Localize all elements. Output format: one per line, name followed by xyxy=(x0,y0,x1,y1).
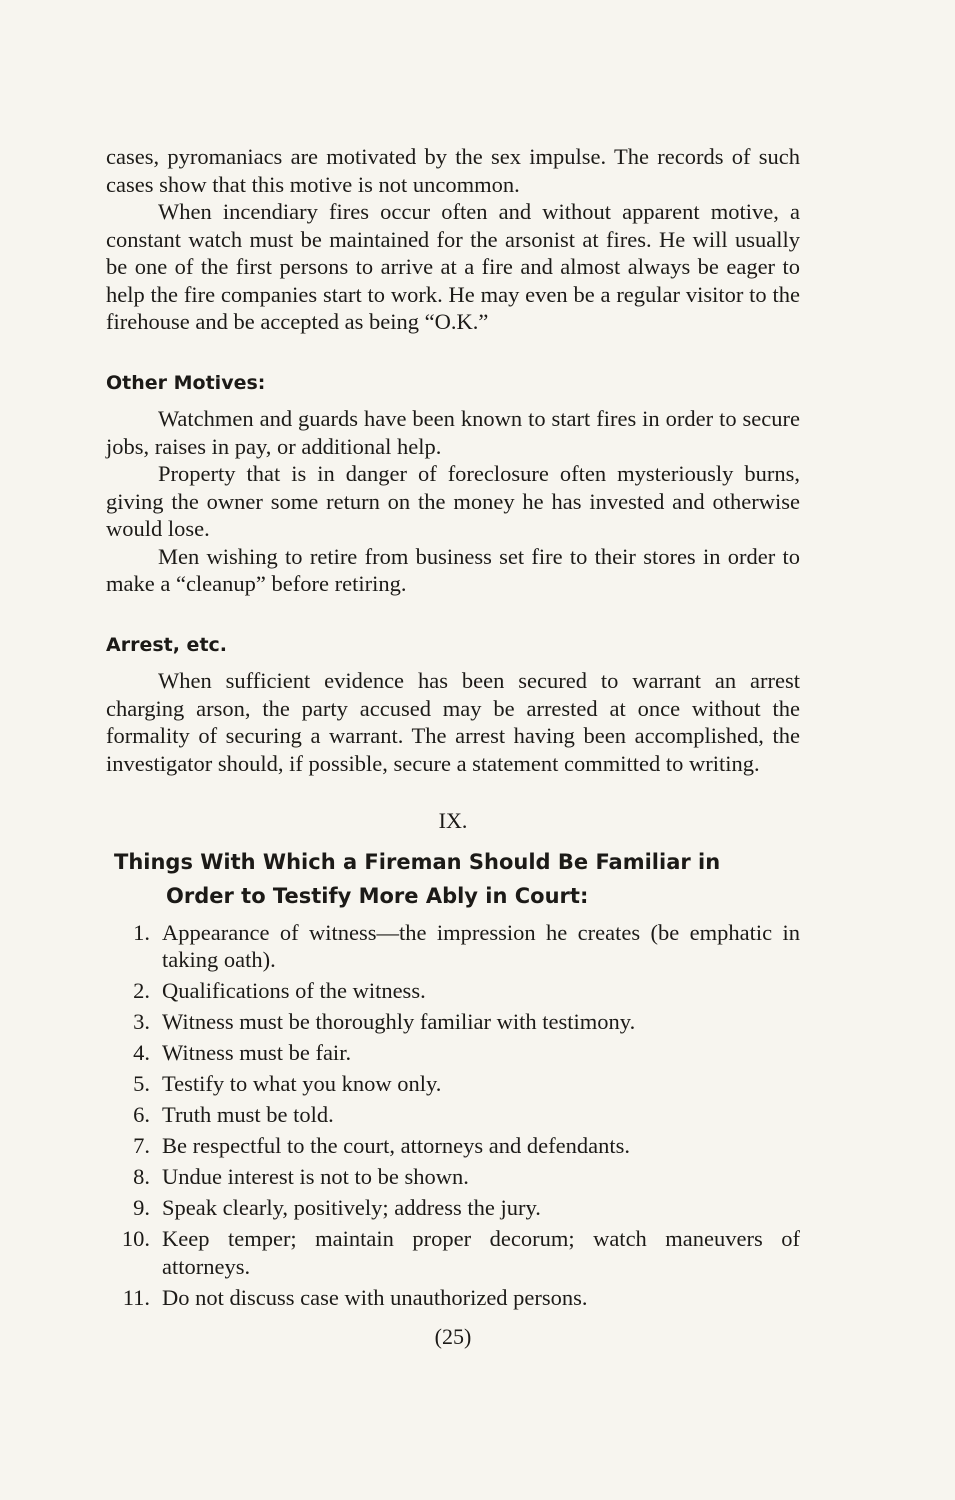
list-item-number: 11. xyxy=(122,1284,150,1310)
page-body xyxy=(106,143,800,1351)
list-item-text: Keep temper; maintain proper decorum; watch maneuvers of attorneys. xyxy=(162,1226,800,1279)
section-title xyxy=(114,845,800,913)
list-item xyxy=(106,1039,800,1067)
incendiary-paragraph: When incendiary fires occur often and without apparent motive, a constant watch must be maintained for the arsonist at fires. He will usually be one of the first persons to arrive at a fire and almost always be eager to help the fire companies start to work. He may even be a regular visitor to the firehouse and be accepted as being “O.K.” xyxy=(106,199,800,334)
motives-paragraph-watchmen: Watchmen and guards have been known to start fires in order to secure jobs, raises in pay, or additional help. xyxy=(106,406,800,459)
page-number: (25) xyxy=(434,1324,472,1349)
list-item xyxy=(106,1132,800,1160)
list-item-text: Be respectful to the court, attorneys and defendants. xyxy=(162,1133,630,1158)
continued-paragraph: cases, pyromaniacs are motivated by the sex impulse. The records of such cases show that this motive is not uncommon. xyxy=(106,144,800,197)
list-item-text: Appearance of witness—the impression he creates (be emphatic in taking oath). xyxy=(162,919,800,972)
list-item xyxy=(106,1225,800,1280)
other-motives-heading: Other Motives: xyxy=(106,371,266,394)
list-item xyxy=(106,1008,800,1036)
list-item xyxy=(106,1163,800,1191)
list-item-text: Truth must be told. xyxy=(162,1102,334,1127)
list-item-number: 3. xyxy=(133,1009,150,1034)
list-item-number: 4. xyxy=(133,1040,150,1065)
list-item-number: 7. xyxy=(133,1133,150,1158)
list-item-number: 6. xyxy=(133,1102,150,1127)
motives-paragraph-retire: Men wishing to retire from business set fire to their stores in order to make a “cleanup” before retiring. xyxy=(106,543,800,596)
section-title-line-2: Order to Testify More Ably in Court: xyxy=(166,883,589,908)
testify-list xyxy=(106,919,800,1312)
section-title-line-1: Things With Which a Fireman Should Be Familiar in xyxy=(114,849,721,874)
arrest-heading: Arrest, etc. xyxy=(106,633,228,656)
list-item-number: 9. xyxy=(133,1195,150,1220)
list-item-number: 2. xyxy=(133,978,150,1003)
list-item xyxy=(106,1070,800,1098)
arrest-paragraph: When sufficient evidence has been secured to warrant an arrest charging arson, the party accused may be arrested at once without the formality of securing a warrant. The arrest having been accomplished, the investigator should, if possible, secure a statement committed to writing. xyxy=(106,668,800,776)
list-item xyxy=(106,1284,800,1312)
list-item-number: 8. xyxy=(133,1164,150,1189)
list-item-text: Do not discuss case with unauthorized persons. xyxy=(162,1284,588,1310)
list-item-number: 10. xyxy=(121,1226,150,1251)
list-item-text: Speak clearly, positively; address the jury. xyxy=(162,1195,541,1220)
motives-paragraph-foreclosure: Property that is in danger of foreclosure often mysteriously burns, giving the owner some return on the money he has invested and otherwise would lose. xyxy=(106,461,800,541)
list-item-text: Witness must be fair. xyxy=(162,1040,352,1065)
section-number: IX. xyxy=(438,808,468,833)
list-item xyxy=(106,977,800,1005)
list-item-text: Witness must be thoroughly familiar with testimony. xyxy=(162,1009,636,1034)
list-item-number: 1. xyxy=(133,919,150,945)
list-item-number: 5. xyxy=(133,1071,150,1096)
list-item-text: Testify to what you know only. xyxy=(162,1071,442,1096)
list-item xyxy=(106,1194,800,1222)
list-item-text: Undue interest is not to be shown. xyxy=(162,1164,469,1189)
list-item-text: Qualifications of the witness. xyxy=(162,978,426,1003)
list-item xyxy=(106,919,800,974)
list-item xyxy=(106,1101,800,1129)
